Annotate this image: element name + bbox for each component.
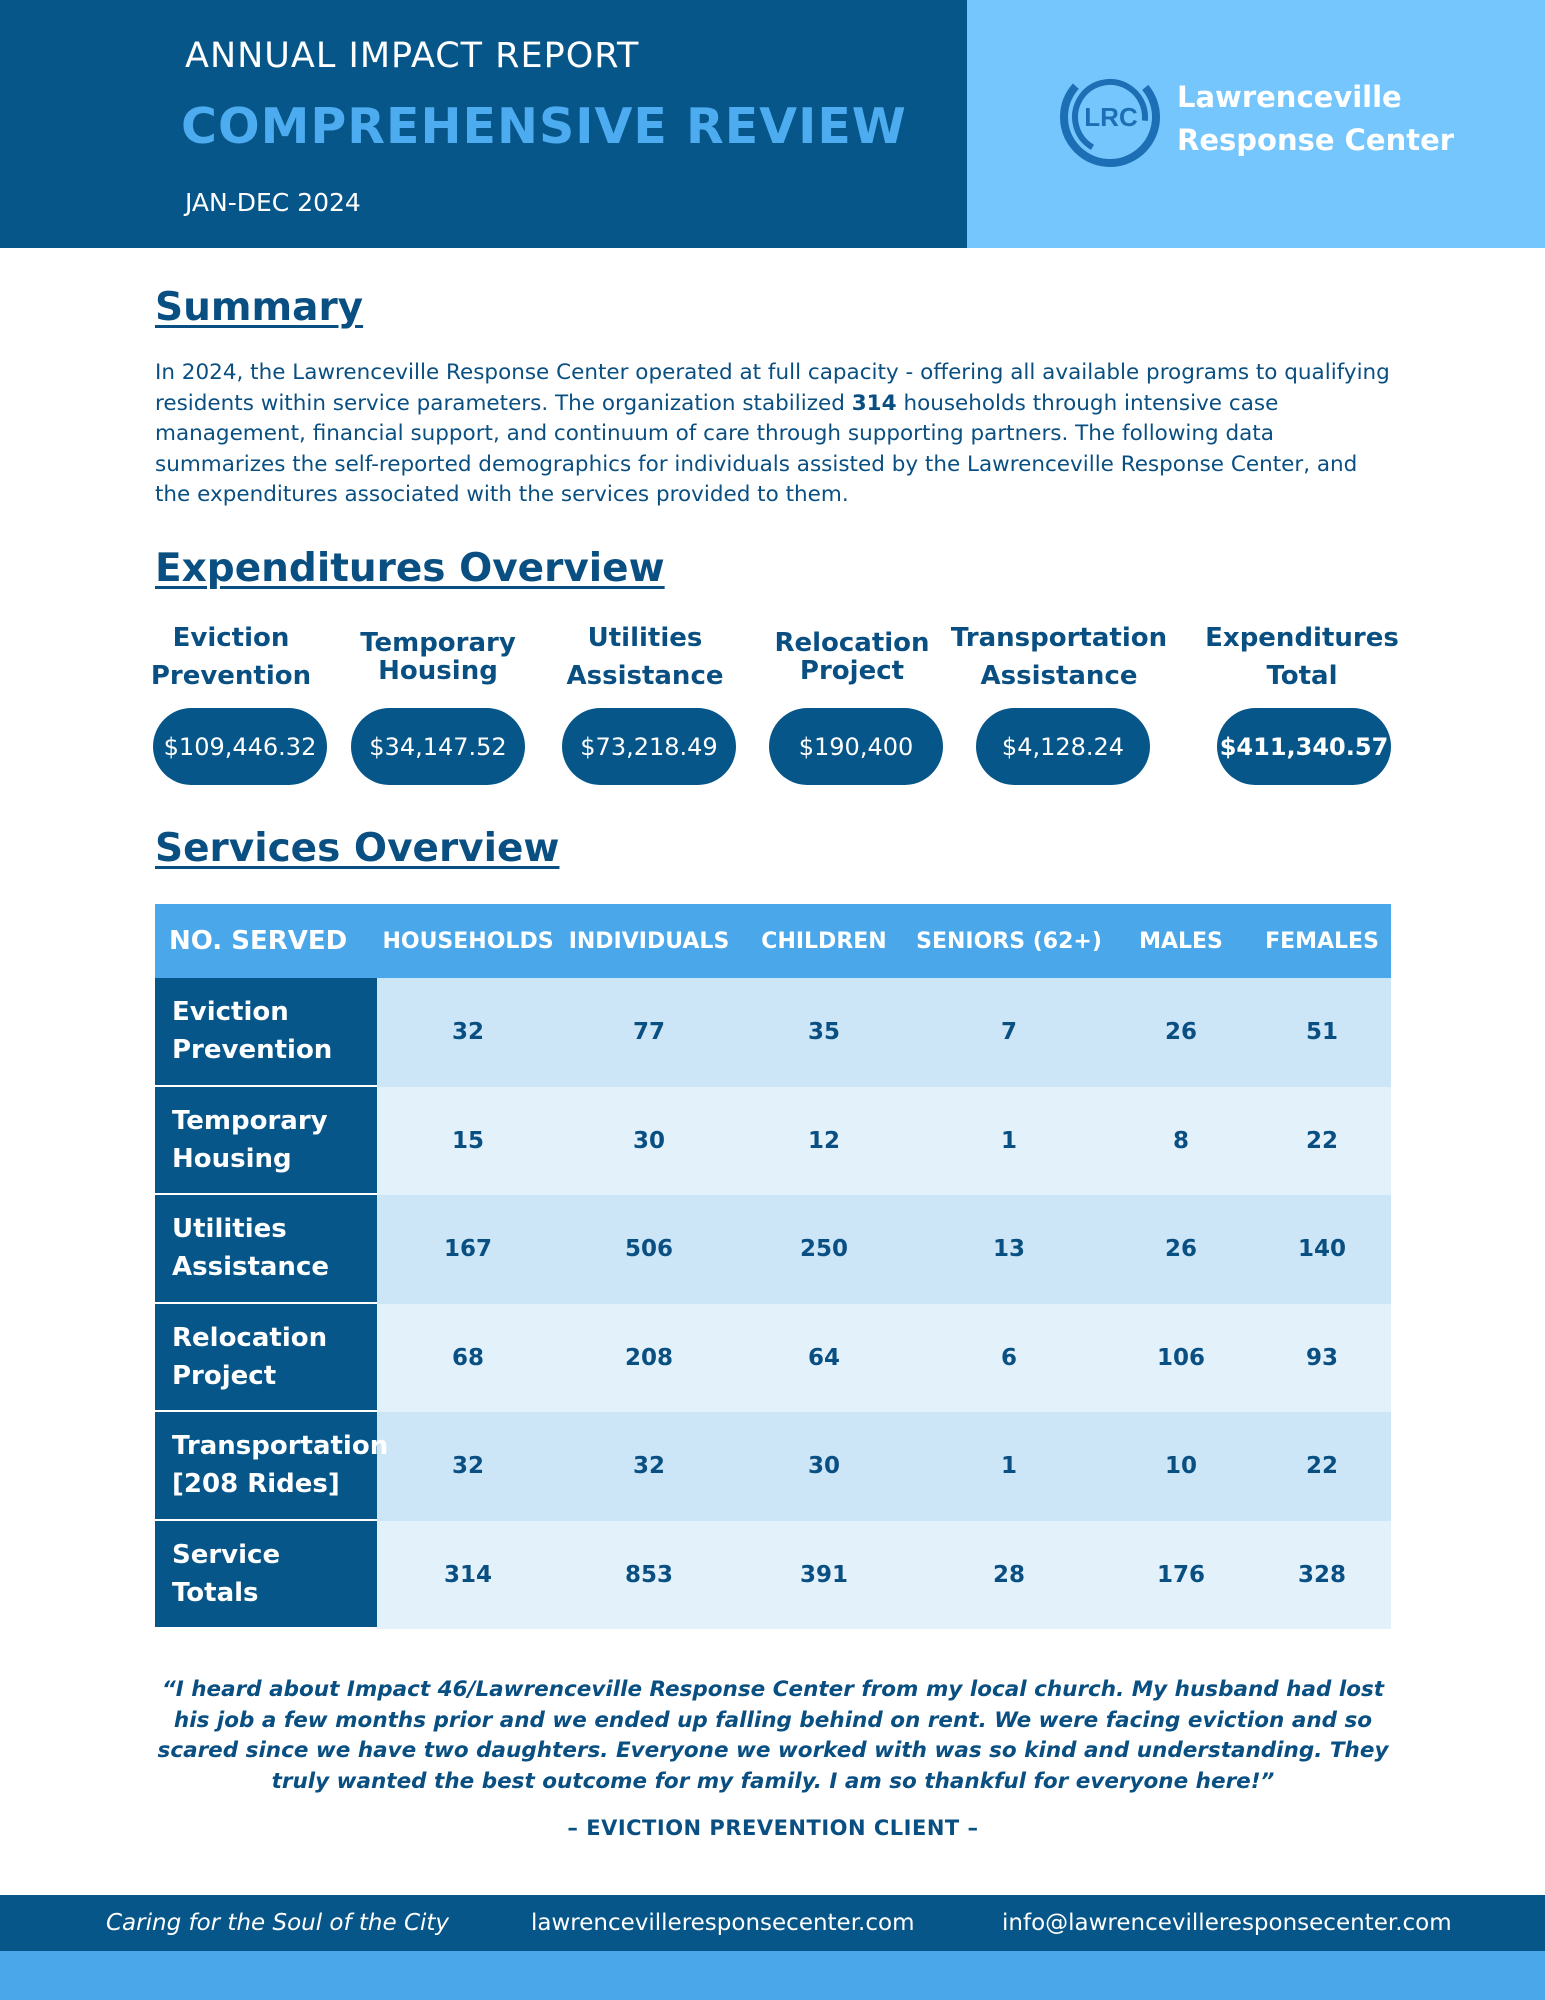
table-cell: 32 bbox=[451, 1019, 484, 1046]
table-cell: 35 bbox=[807, 1019, 840, 1046]
table-cell: 1 bbox=[1000, 1127, 1017, 1154]
org-name-line2: Response Center bbox=[1177, 123, 1455, 157]
table-cell: 26 bbox=[1164, 1236, 1197, 1263]
logo-lettering: LRC bbox=[1084, 102, 1138, 132]
footer-bottom-strip bbox=[0, 1951, 1545, 2000]
table-cell: 1 bbox=[1000, 1453, 1017, 1480]
table-cell: 328 bbox=[1297, 1561, 1346, 1588]
column-header: HOUSEHOLDS bbox=[382, 928, 554, 954]
table-row bbox=[155, 1087, 1391, 1196]
table-row bbox=[155, 1195, 1391, 1304]
table-cell: 506 bbox=[624, 1236, 673, 1263]
table-cell: 13 bbox=[992, 1236, 1025, 1263]
row-label: Service Totals bbox=[155, 1521, 377, 1630]
column-header: INDIVIDUALS bbox=[568, 928, 730, 954]
table-cell: 314 bbox=[443, 1561, 492, 1588]
table-cell: 22 bbox=[1305, 1453, 1338, 1480]
org-name-line1: Lawrenceville bbox=[1177, 80, 1402, 114]
footer-website-link[interactable]: lawrencevilleresponsecenter.com bbox=[531, 1910, 915, 1936]
column-header: CHILDREN bbox=[761, 928, 887, 954]
table-cell: 93 bbox=[1305, 1344, 1338, 1371]
expenditures-heading: Expenditures Overview bbox=[155, 546, 665, 591]
table-cell: 26 bbox=[1164, 1019, 1197, 1046]
report-kicker: ANNUAL IMPACT REPORT bbox=[185, 36, 640, 76]
column-header: SENIORS (62+) bbox=[916, 928, 1102, 954]
table-row-totals bbox=[155, 1521, 1391, 1630]
table-cell: 15 bbox=[451, 1127, 484, 1154]
row-label: Relocation Project bbox=[155, 1304, 377, 1413]
table-cell: 77 bbox=[632, 1019, 665, 1046]
table-row bbox=[155, 978, 1391, 1087]
testimonial-quote: “I heard about Impact 46/Lawrenceville Response Center from my local church. My husband had lost his job a few months prior and we ended up falling behind on rent. We were facing eviction and so scared since we have two daughters. Everyone we worked with was so kind and understanding. They truly wanted the best outcome for my family. I am so thankful for everyone here!” bbox=[157, 1677, 1389, 1794]
table-cell: 28 bbox=[992, 1561, 1025, 1588]
column-header: MALES bbox=[1139, 928, 1223, 954]
expenditure-label: Relocation Project bbox=[774, 628, 930, 686]
organization-name bbox=[1177, 76, 1454, 162]
column-header: NO. SERVED bbox=[169, 926, 348, 956]
expenditure-amount: $73,218.49 bbox=[562, 708, 736, 785]
services-table bbox=[155, 904, 1391, 1629]
summary-highlight-households: 314 bbox=[851, 390, 897, 416]
table-cell: 32 bbox=[632, 1453, 665, 1480]
table-cell: 853 bbox=[624, 1561, 673, 1588]
expenditure-amount: $190,400 bbox=[769, 708, 943, 785]
expenditure-total-amount: $411,340.57 bbox=[1217, 708, 1391, 785]
services-heading: Services Overview bbox=[155, 826, 560, 871]
table-cell: 208 bbox=[624, 1344, 673, 1371]
summary-text-end: households through intensive case management, financial support, and continuum of care through supporting partners. The following data summarizes the self-reported demographics for individuals assisted by the Lawrenceville Response Center, and the expenditures associated with the services provided to them. bbox=[155, 390, 1358, 507]
report-date-range: JAN-DEC 2024 bbox=[185, 188, 361, 217]
table-cell: 30 bbox=[632, 1127, 665, 1154]
row-label: Eviction Prevention bbox=[155, 978, 377, 1087]
table-cell: 391 bbox=[799, 1561, 848, 1588]
table-row bbox=[155, 1412, 1391, 1521]
table-cell: 12 bbox=[807, 1127, 840, 1154]
table-cell: 30 bbox=[807, 1453, 840, 1480]
expenditure-amount: $34,147.52 bbox=[351, 708, 525, 785]
table-row bbox=[155, 1304, 1391, 1413]
table-cell: 8 bbox=[1172, 1127, 1189, 1154]
expenditure-label: Expenditures Total bbox=[1205, 623, 1399, 691]
table-cell: 10 bbox=[1164, 1453, 1197, 1480]
table-cell: 68 bbox=[451, 1344, 484, 1371]
expenditure-label: Temporary Housing bbox=[360, 628, 516, 686]
summary-paragraph bbox=[155, 358, 1395, 511]
table-cell: 250 bbox=[799, 1236, 848, 1263]
footer-email-link[interactable]: info@lawrencevilleresponsecenter.com bbox=[1002, 1910, 1452, 1936]
column-header: FEMALES bbox=[1265, 928, 1379, 954]
expenditure-label: Utilities Assistance bbox=[566, 623, 724, 691]
expenditure-amount: $4,128.24 bbox=[976, 708, 1150, 785]
table-cell: 176 bbox=[1156, 1561, 1205, 1588]
lrc-logo-icon bbox=[1055, 62, 1165, 172]
table-cell: 64 bbox=[807, 1344, 840, 1371]
row-label: Transportation [208 Rides] bbox=[155, 1412, 377, 1521]
expenditure-label: Eviction Prevention bbox=[150, 623, 312, 691]
table-header-row bbox=[155, 904, 1391, 978]
summary-text-start: In 2024, the Lawrenceville Response Center operated at full capacity - offering all available programs to qualifying residents within service parameters. The organization stabilized bbox=[155, 360, 1390, 416]
table-cell: 6 bbox=[1000, 1344, 1017, 1371]
footer-tagline: Caring for the Soul of the City bbox=[106, 1910, 450, 1936]
row-label: Utilities Assistance bbox=[155, 1195, 377, 1304]
table-cell: 7 bbox=[1000, 1019, 1017, 1046]
row-label: Temporary Housing bbox=[155, 1087, 377, 1196]
expenditure-label: Transportation Assistance bbox=[950, 623, 1168, 691]
summary-heading: Summary bbox=[155, 285, 364, 330]
table-cell: 22 bbox=[1305, 1127, 1338, 1154]
expenditure-amount: $109,446.32 bbox=[153, 708, 327, 785]
report-title: COMPREHENSIVE REVIEW bbox=[181, 98, 907, 155]
table-cell: 140 bbox=[1297, 1236, 1346, 1263]
table-cell: 51 bbox=[1305, 1019, 1338, 1046]
table-cell: 32 bbox=[451, 1453, 484, 1480]
testimonial-attribution: – EVICTION PREVENTION CLIENT – bbox=[567, 1816, 979, 1840]
table-cell: 167 bbox=[443, 1236, 492, 1263]
table-cell: 106 bbox=[1156, 1344, 1205, 1371]
